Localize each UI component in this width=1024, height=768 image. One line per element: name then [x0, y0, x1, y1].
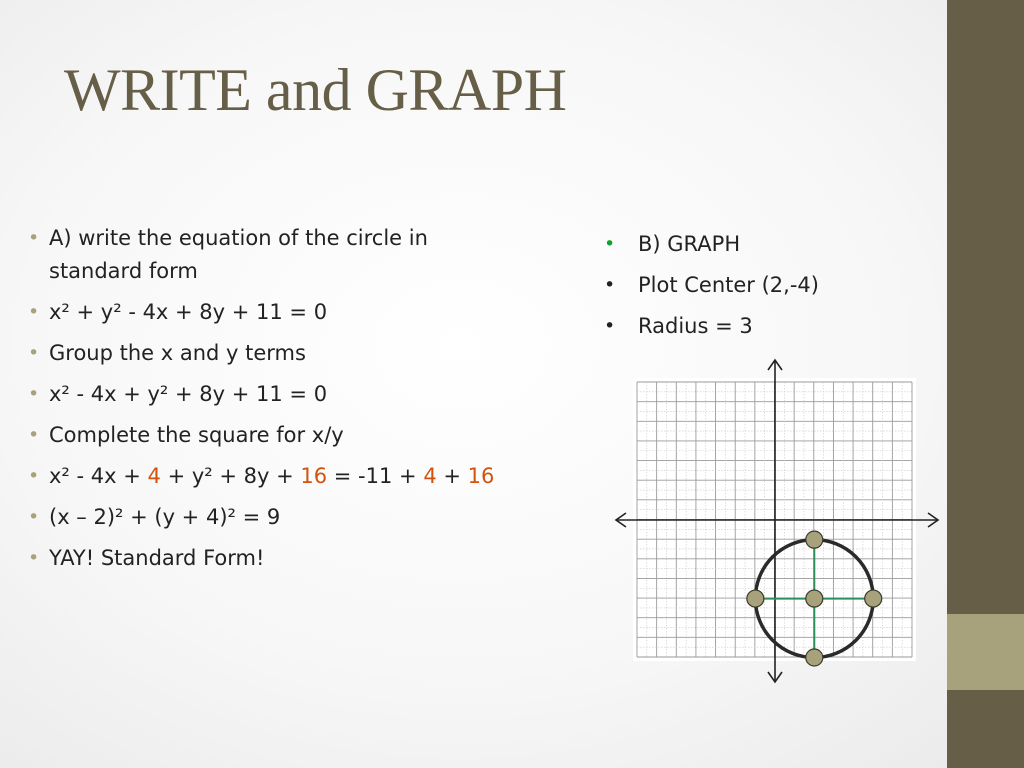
added-term-y-right: 16 [467, 464, 495, 488]
standard-form-equation: • (x – 2)² + (y + 4)² = 9 [28, 501, 508, 534]
part-a-heading: • A) write the equation of the circle in standard form [28, 222, 508, 288]
plotted-point [806, 649, 823, 666]
grouped-equation: • x² - 4x + y² + 8y + 11 = 0 [28, 378, 508, 411]
center-instruction: • Plot Center (2,-4) [604, 269, 904, 302]
completed-square-equation [28, 460, 508, 493]
equation-part: x² - 4x + [49, 464, 148, 488]
added-term-y: 16 [300, 464, 328, 488]
plotted-point [865, 590, 882, 607]
part-b-list [604, 228, 904, 351]
general-form-equation: • x² + y² - 4x + 8y + 11 = 0 [28, 296, 508, 329]
part-b-heading: • B) GRAPH [604, 228, 904, 261]
added-term-x-right: 4 [423, 464, 437, 488]
plotted-point [806, 531, 823, 548]
equation-part: + y² + 8y + [160, 464, 301, 488]
equation-part: = -11 + [327, 464, 424, 488]
radius-instruction: • Radius = 3 [604, 310, 904, 343]
equation-part: + [436, 464, 468, 488]
group-terms-step: • Group the x and y terms [28, 337, 508, 370]
complete-square-step: • Complete the square for x/y [28, 419, 508, 452]
plotted-point [806, 590, 823, 607]
circle-graph [612, 356, 942, 686]
part-a-list [28, 222, 508, 583]
plotted-point [747, 590, 764, 607]
celebration-text: • YAY! Standard Form! [28, 542, 508, 575]
sidebar-accent-block [947, 614, 1024, 690]
added-term-x: 4 [147, 464, 161, 488]
slide-title: WRITE and GRAPH [64, 57, 567, 123]
